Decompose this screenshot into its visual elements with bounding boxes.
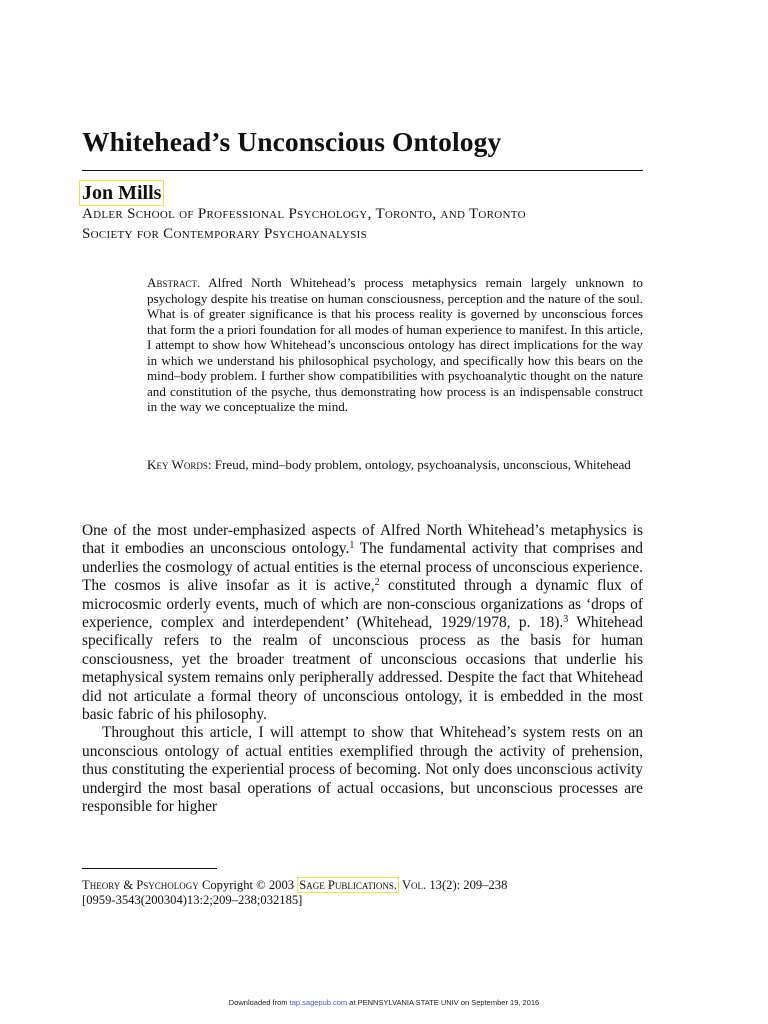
journal-name: Theory & Psychology [82,878,199,892]
paragraph-1-part-b: The fundamental activity that comprises and underlies the cosmology of actual entities is the eternal process of unconscious experience. The cosmos is alive insofar as it is active, [82,540,643,595]
download-notice [0,998,768,1007]
footer-line-2: [0959-3543(200304)13:2;209–238;032185] [82,893,303,907]
abstract-label: Abstract. [147,275,201,290]
affiliation-line-2: Society for Contemporary Psychoanalysis [82,226,368,242]
keywords-text: Freud, mind–body problem, ontology, psychoanalysis, unconscious, Whitehead [214,457,631,472]
article-title: Whitehead’s Unconscious Ontology [82,126,502,157]
keywords-label: Key Words: [147,457,212,472]
paragraph-1-part-d: Whitehead specifically refers to the realm of unconscious process as the basis for human consciousness, yet the broader treatment of unconscious occasions that underlie his metaphysical system remains only peripherally addressed. Despite the fact that Whitehead did not articulate a formal theory of unconscious ontology, it is embedded in the most basic fabric of his philosophy. [82,614,644,724]
footnote-ref-2[interactable]: 2 [374,577,380,589]
paragraph-1-part-c: constituted through a dynamic flux of microcosmic orderly events, much of which are non-conscious organizations as ‘drops of experience, complex and interdependent’ (Whitehead, 1929/1978, p. 18). [82,577,643,632]
body-text [82,522,643,817]
author-affiliation [82,204,643,244]
download-prefix: Downloaded from [228,998,290,1007]
footnote-ref-1[interactable]: 1 [349,540,355,552]
abstract [147,275,643,415]
keywords [147,457,643,473]
title-rule [82,170,643,171]
footer-rule [82,868,217,869]
download-suffix: at PENNSYLVANIA STATE UNIV on September 19, 2016 [347,998,540,1007]
body-paragraph-2: Throughout this article, I will attempt to show that Whitehead’s system rests on an unconscious ontology of actual entities exemplified through the activity of prehension, thus constituting the experiential process of becoming. Not only does unconscious activity undergird the most basal operations of actual occasions, but unconscious processes are responsible for higher [82,724,643,816]
download-link[interactable]: tap.sagepub.com [289,998,348,1007]
author-name[interactable]: Jon Mills [79,180,164,206]
publisher-name[interactable]: Sage Publications. [299,878,398,892]
copyright-text: Copyright © 2003 [198,878,298,892]
footer-line-1 [82,878,643,893]
abstract-text: Alfred North Whitehead’s process metaphysics remain largely unknown to psychology despite his treatise on human consciousness, perception and the nature of the soul. What is of greater significance is that his process reality is governed by unconscious forces that form the a priori foundation for all modes of human experience to manifest. In this article, I attempt to show how Whitehead’s unconscious ontology has direct implications for the way in which we understand his philosophical psychology, and specifically how this bears on the mind–body problem. I further show compatibilities with psychoanalytic thought on the nature and constitution of the psyche, thus demonstrating how process is an indispensable construct in the way we conceptualize the mind. [147,275,643,414]
volume-info: Vol. 13(2): 209–238 [399,878,508,892]
footnote-ref-3[interactable]: 3 [563,614,569,626]
journal-footer [82,878,643,908]
paragraph-1-part-a: One of the most under-emphasized aspects of Alfred North Whitehead’s metaphysics is that it embodies an unconscious ontology. [82,522,643,558]
body-paragraph-1 [82,522,643,724]
affiliation-line-1: Adler School of Professional Psychology, Toronto, and Toronto [82,206,526,222]
